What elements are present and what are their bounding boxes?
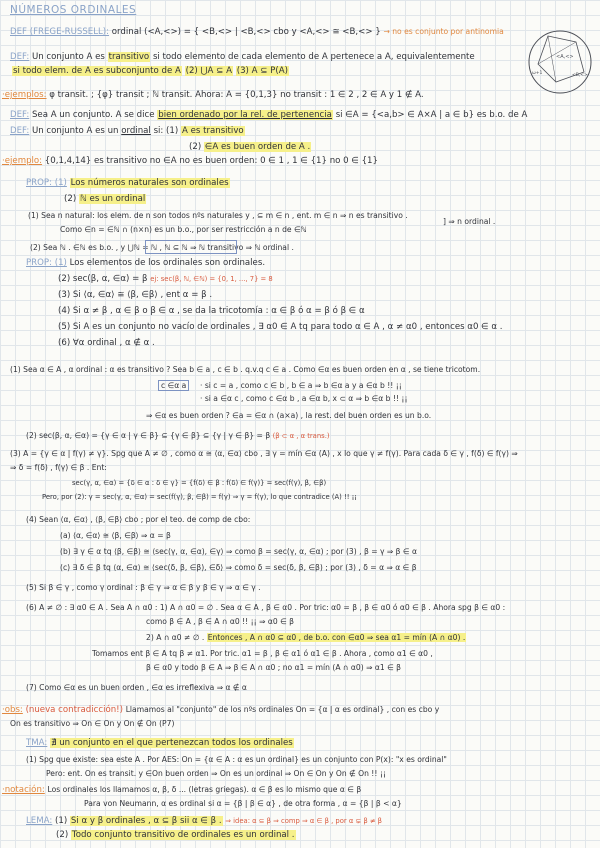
conclusion-text: n ordinal .: [457, 217, 496, 226]
prop-label: PROP: (1): [26, 178, 67, 188]
proof-transitivity: (5) Si β ∈ γ , como γ ordinal : β ∈ γ ⇒ α ∈ β y β ∈ γ ⇒ α ∈ γ .: [26, 583, 261, 592]
prop-text: Si ⟨α, ∈α⟩ ≅ ⟨β, ∈β⟩ , ent α = β .: [72, 290, 213, 300]
def-text: si todo elemento de cada elemento de A pertenece a A, equivalentemente: [152, 52, 475, 62]
def-text: Un conjunto A es: [31, 52, 105, 62]
lemma: [26, 816, 382, 827]
proof-elements: (1) Sea α ∈ A , α ordinal : α es transitivo ? Sea b ∈ a , c ∈ b . q.v.q c ∈ a . Como ∈α es buen orden en α , se tiene tricotom.: [10, 365, 481, 374]
item-number: (2): [56, 830, 69, 840]
item-number: (2): [189, 142, 202, 152]
proof-minimum-5: β ∈ α0 y todo β ∈ A ⇒ β ∈ A ∩ α0 ; no α1 = mín (A ∩ α0) ⇒ α1 ∈ β: [146, 663, 402, 672]
prop-naturals-2: [64, 194, 146, 205]
item-number: (5): [58, 322, 71, 332]
case-label: 2) A ∩ α0 ≠ ∅ .: [146, 633, 205, 642]
prop-example: ej: sec(β, ℕ, ∈ℕ) = {0, 1, ..., 7} = 8: [150, 275, 273, 283]
proof-sec: [26, 430, 330, 442]
item-number: (3): [58, 290, 71, 300]
svg-text:ω+1: ω+1: [532, 71, 543, 76]
prop-text: Si α ≠ β , α ∈ β o β ∈ α , se da la tricotomía : α ∈ β ó α = β ó β ∈ α: [72, 306, 365, 316]
equiv-3: (3) A ⊆ P(A): [236, 66, 288, 76]
item-number: (1): [55, 816, 68, 826]
proof-conclusion: ] ⇒ n ordinal .: [443, 217, 496, 226]
proof-naturals-1b: Como ∈n = ∈ℕ ∩ (n×n) es un b.o., por ser restricción a n de ∈ℕ: [60, 225, 307, 234]
proof-isomorphism-1: (3) A = {γ ∈ α | f(γ) ≠ γ}. Spg que A ≠ ∅ , como α ≅ ⟨α, ∈α⟩ cbo , ∃ γ = mín ∈α (A) , x lo que γ ≠ f(γ). Para cada δ ∈ γ , f(δ) ∈ f(γ) ⇒: [10, 449, 518, 458]
def-text: Sea A un conjunto. A se dice: [31, 110, 155, 120]
theorem-proof-2: Pero: ent. On es transit. y ∈On buen orden ⇒ On es un ordinal ⇒ On ∈ On y On ∉ On !! ¡¡: [46, 769, 386, 778]
proof-minimum-3: [146, 632, 466, 643]
prop-naturals: [26, 178, 230, 189]
examples-label: ·ejemplos:: [2, 90, 47, 100]
def-frege-russell: [10, 26, 504, 38]
theorem-text: ∄ un conjunto en el que pertenezcan todos los ordinales: [51, 738, 293, 748]
theorem-proof-1: (1) Spg que existe: sea este A . Por AES: On = {α ∈ A : α es un ordinal} es un conjunto con P(x): "x es ordinal": [26, 755, 447, 764]
obs-warning: (nueva contradicción!): [25, 705, 123, 715]
prop-item-3: [58, 290, 212, 301]
def-transitive: [10, 52, 475, 63]
theorem-label: TMA:: [26, 738, 48, 748]
term-ordinal: ordinal: [121, 126, 151, 136]
proof-isomorphism-3: sec(γ, α, ∈α) = {δ ∈ α : δ ∈ γ} = {f(δ) ∈ β : f(δ) ∈ f(γ)} = sec(f(γ), β, ∈β): [72, 479, 327, 487]
obs-text: Llamamos al "conjunto" de los nºs ordinales On = {α | α es ordinal} , con es cbo y: [125, 705, 440, 714]
highlight-term: transitivo: [108, 52, 150, 62]
lemma-item-1: Si α y β ordinales , α ⊆ β sii α ∈ β .: [70, 816, 222, 826]
proof-irreflexive: (7) Como ∈α es un buen orden , ∈α es irreflexiva ⇒ α ∉ α: [26, 683, 247, 692]
proof-minimum-2: como β ∈ A , β ∈ A ∩ α0 !! ¡¡ ⇒ α0 ∈ β: [146, 617, 295, 626]
proof-trichotomy-c: (c) ∃ δ ∈ β tq ⟨α, ∈α⟩ ≅ ⟨sec(δ, β, ∈β), ∈δ⟩ ⇒ como δ = sec(δ, β, ∈β) ; por (3) , δ = α ⇒ α ∈ β: [60, 563, 417, 572]
proof-trichotomy-a: (a) ⟨α, ∈α⟩ ≅ ⟨β, ∈β⟩ ⇒ α = β: [60, 531, 171, 540]
lemma-2: [56, 830, 296, 841]
def-text: si ∈A = {<a,b> ∈ A×A | a ∈ b} es b.o. de A: [335, 110, 528, 120]
proof-sec-text: (2) sec(β, α, ∈α) = {γ ∈ α | γ ∈ β} ⊆ {γ ∈ β} ⊆ {γ | γ ∈ β} = β: [26, 431, 271, 440]
def-label: DEF:: [10, 126, 30, 136]
page-title: NÚMEROS ORDINALES: [10, 4, 137, 16]
box-union-N: [145, 240, 237, 254]
notation-2: Para von Neumann, α es ordinal si α = {β | β ∈ α} , de otra forma , α = {β | β < α}: [84, 799, 402, 808]
condition-2: ∈A es buen orden de A .: [204, 142, 311, 152]
equiv-2: (2) ⋃A ⊆ A: [185, 66, 232, 76]
item-number: (4): [58, 306, 71, 316]
proof-naturals-1: (1) Sea n natural: los elem. de n son todos nºs naturales y , ⊆ m ∈ n , ent. m ∈ n ⇒ n es transitivo .: [28, 211, 408, 220]
prop-text: ∀α ordinal , α ∉ α .: [72, 338, 155, 348]
proof-isomorphism-4: Pero, por (2): γ = sec(γ, α, ∈α) = sec(f(γ), β, ∈β) = f(γ) ⇒ γ = f(γ), lo que contradice (A) !! ¡¡: [42, 493, 358, 501]
example-label: ·ejemplo:: [2, 156, 43, 166]
prop-item-1: Los elementos de los ordinales son ordinales.: [69, 258, 266, 268]
def-note: → no es conjunto por antinomia: [383, 27, 504, 36]
proof-naturals-2: (2) Sea ℕ . ∈ℕ es b.o. , y ⋃ℕ = ℕ , ℕ ⊆ ℕ ⇒ ℕ transitivo ⇒ ℕ ordinal .: [30, 243, 294, 252]
prop-text: Si A es un conjunto no vacío de ordinales , ∃ α0 ∈ A tq para todo α ∈ A , α ≠ α0 , entonces α0 ∈ α .: [72, 322, 503, 332]
highlight-term: bien ordenado por la rel. de pertenencia: [158, 110, 332, 120]
examples-text: φ transit. ; {φ} transit ; ℕ transit. Ahora: A = {0,1,3} no transit : 1 ∈ 2 , 2 ∈ A y 1 ∉ A.: [49, 90, 424, 100]
theorem: [26, 738, 294, 749]
proof-trichotomy: (4) Sean ⟨α, ∈α⟩ , ⟨β, ∈β⟩ cbo ; por el teo. de comp de cbo:: [26, 515, 251, 524]
prop-ordinals: [26, 258, 265, 269]
observation-2: On es transitivo ⇒ On ∈ On y On ∉ On (P7): [10, 719, 175, 728]
obs-label: ·obs:: [2, 705, 23, 715]
prop-item-4: [58, 306, 365, 317]
examples-transitive: [2, 90, 424, 101]
def-ordinal-cond2: [189, 142, 311, 153]
notation-text: Los ordinales los llamamos α, β, δ ... (letras griegas). α ∈ β es lo mismo que α ∈ β: [47, 785, 362, 794]
proof-sec-note: (β ⊂ α , α trans.): [272, 432, 330, 440]
prop-item-2: ℕ es un ordinal: [79, 194, 146, 204]
prop-item-6: [58, 338, 155, 349]
prop-item-1: Los números naturales son ordinales: [70, 178, 229, 188]
svg-text:<A,<>: <A,<>: [556, 54, 574, 60]
proof-trichotomy-b: (b) ∃ γ ∈ α tq ⟨β, ∈β⟩ ≅ ⟨sec(γ, α, ∈α), ∈γ⟩ ⇒ como β = sec(γ, α, ∈α) ; por (3) , β = γ ⇒ β ∈ α: [60, 547, 417, 556]
lemma-note: ⇒ idea: α ⊆ β ⇒ comp ⇒ α ∈ β , por α ⊊ β ≠ β: [225, 817, 383, 825]
def-text: ordinal (<A,<>) = { <B,<> | <B,<> cbo y <A,<> ≅ <B,<> }: [111, 27, 381, 37]
proof-elements-case-2: · si a ∈α c , como c ∈α b , a ∈α b, x ⊂ α ⇒ b ∈α b !! ¡¡: [200, 394, 408, 403]
observation: [2, 704, 439, 716]
def-well-ordered: [10, 110, 527, 121]
svg-text:<B,<>: <B,<>: [572, 73, 588, 78]
proof-elements-box: [158, 380, 189, 391]
notation: [2, 784, 361, 796]
def-label: DEF:: [10, 52, 30, 62]
item-number: (2): [64, 194, 77, 204]
prop-label: PROP: (1): [26, 258, 67, 268]
condition-1: A es transitivo: [181, 126, 244, 136]
proof-minimum-4: Tomamos ent β ∈ A tq β ≠ α1. Por tric. α1 = β , β ∈ α1 ó α1 ∈ β . Ahora , como α1 ∈ α0 ,: [92, 649, 433, 658]
proof-isomorphism-2: ⇒ δ = f(δ) , f(γ) ∈ β . Ent:: [10, 463, 107, 472]
def-label: DEF:: [10, 110, 30, 120]
prop-item-5: [58, 322, 503, 333]
def-ordinal: [10, 126, 245, 137]
def-transitive-equiv: [12, 66, 289, 77]
notation-label: ·notación:: [2, 785, 45, 795]
prop-text: sec(β, α, ∈α) = β: [72, 274, 148, 284]
case-text: Entonces , A ∩ α0 ⊆ α0 , de b.o. con ∈α0 ⇒ sea α1 = mín (A ∩ α0) .: [207, 633, 466, 642]
example-text: {0,1,4,14} es transitivo no ∈A no es buen orden: 0 ∈ 1 , 1 ∈ {1} no 0 ∈ {1}: [44, 156, 378, 166]
def-text: Un conjunto A es un: [31, 126, 119, 136]
lemma-item-2: Todo conjunto transitivo de ordinales es un ordinal .: [71, 830, 295, 840]
item-number: (2): [58, 274, 71, 284]
lemma-label: LEMA:: [26, 816, 53, 826]
prop-item-2: [58, 274, 273, 285]
example-not-ordinal: [2, 156, 378, 167]
def-text: si: (1): [153, 126, 179, 136]
proof-elements-end: ⇒ ∈α es buen orden ? ∈a = ∈α ∩ (a×a) , la rest. del buen orden es un b.o.: [146, 411, 432, 420]
proof-elements-case-1: · si c = a , como c ∈ b , b ∈ a ⇒ b ∈α a y a ∈α b !! ¡¡: [200, 381, 402, 390]
item-number: (6): [58, 338, 71, 348]
equiv-1: si todo elem. de A es subconjunto de A: [13, 66, 181, 76]
def-label: DEF (FREGE-RUSSELL):: [10, 27, 110, 37]
ordinal-circle-diagram: [526, 26, 594, 98]
proof-minimum-1: (6) A ≠ ∅ : ∃ α0 ∈ A . Sea A ∩ α0 : 1) A ∩ α0 = ∅ . Sea α ∈ A , β ∈ α0 . Por tric: α0 = β , β ∈ α0 ó α0 ∈ β . Ahora spg β ∈ α0 :: [26, 603, 506, 612]
boxed-relation: c ∈α a: [158, 380, 189, 391]
